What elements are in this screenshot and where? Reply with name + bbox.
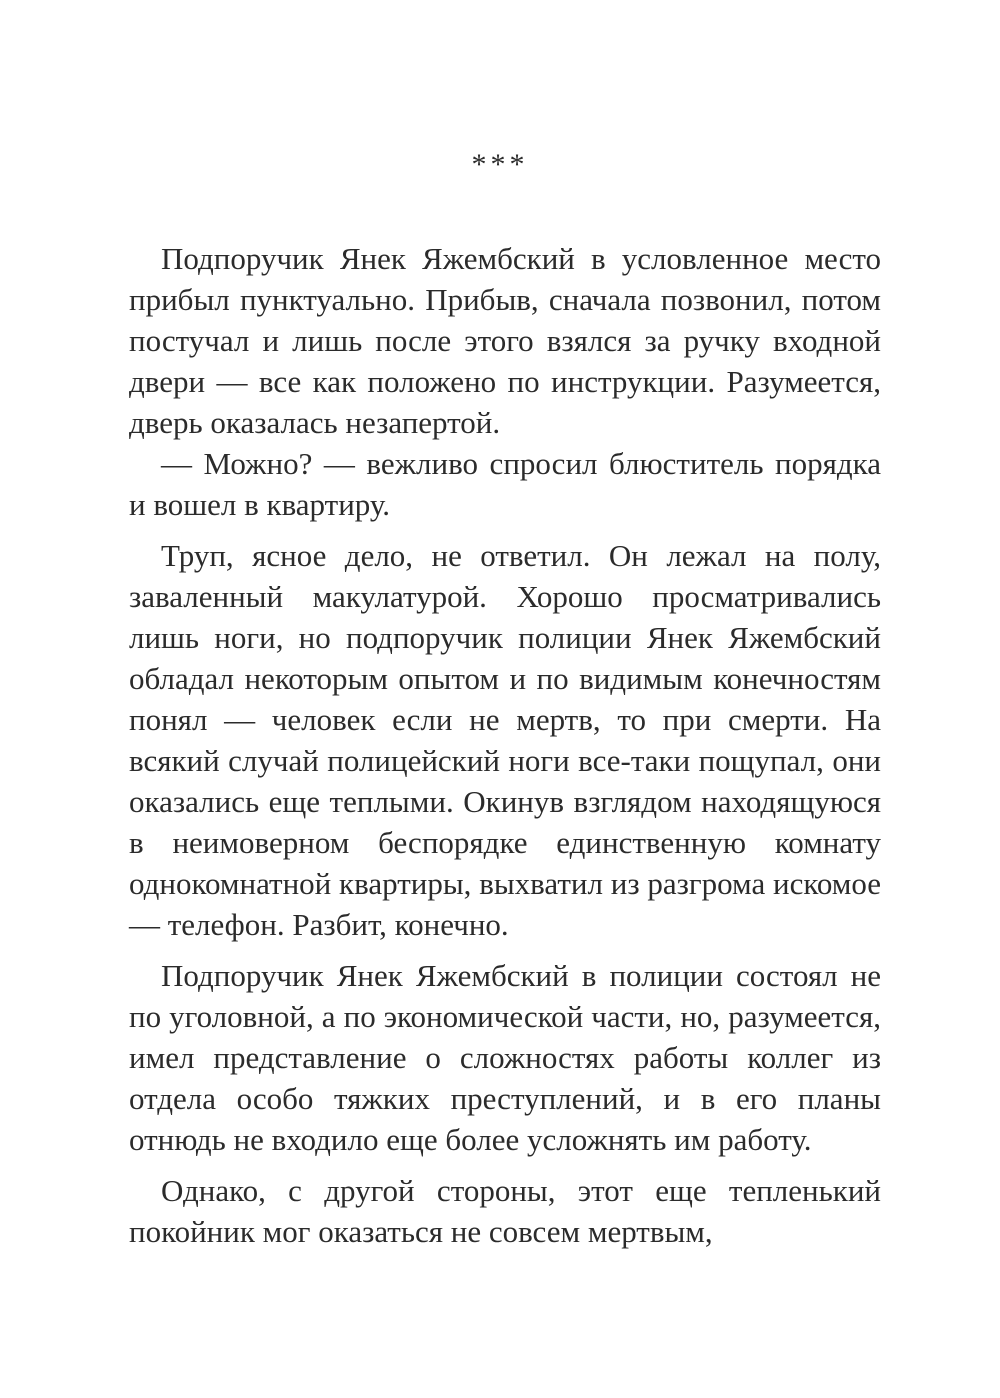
section-break-ornament: *** bbox=[471, 148, 529, 181]
paragraph-1: Подпоручик Янек Яжембский в условленное место прибыл пунктуально. Прибыв, сначала позвонил, потом постучал и лишь после этого взялся за ручку входной двери — все как положено по инструкции. Разумеется, дверь оказалась незапертой. bbox=[129, 241, 881, 440]
paragraph-5: Однако, с другой стороны, этот еще тепленький покойник мог оказаться не совсем мертвым, bbox=[129, 1173, 881, 1249]
paragraph-3: Труп, ясное дело, не ответил. Он лежал на полу, заваленный макулатурой. Хорошо просматривались лишь ноги, но подпоручик полиции Янек Яжембский обладал некоторым опытом и по видимым конечностям понял — человек если не мертв, то при смерти. На всякий случай полицейский ноги все-таки пощупал, они оказались еще теплыми. Окинув взглядом находящуюся в неимоверном беспорядке единственную комнату однокомнатной квартиры, выхватил из разгрома искомое — телефон. Разбит, конечно. bbox=[129, 538, 881, 942]
text-column bbox=[129, 238, 881, 1252]
paragraph-2: — Можно? — вежливо спросил блюститель порядка и вошел в квартиру. bbox=[129, 446, 881, 522]
paragraph-4: Подпоручик Янек Яжембский в полиции состоял не по уголовной, а по экономической части, но, разумеется, имел представление о сложностях работы коллег из отдела особо тяжких преступлений, и в его планы отнюдь не входило еще более усложнять им работу. bbox=[129, 958, 881, 1157]
